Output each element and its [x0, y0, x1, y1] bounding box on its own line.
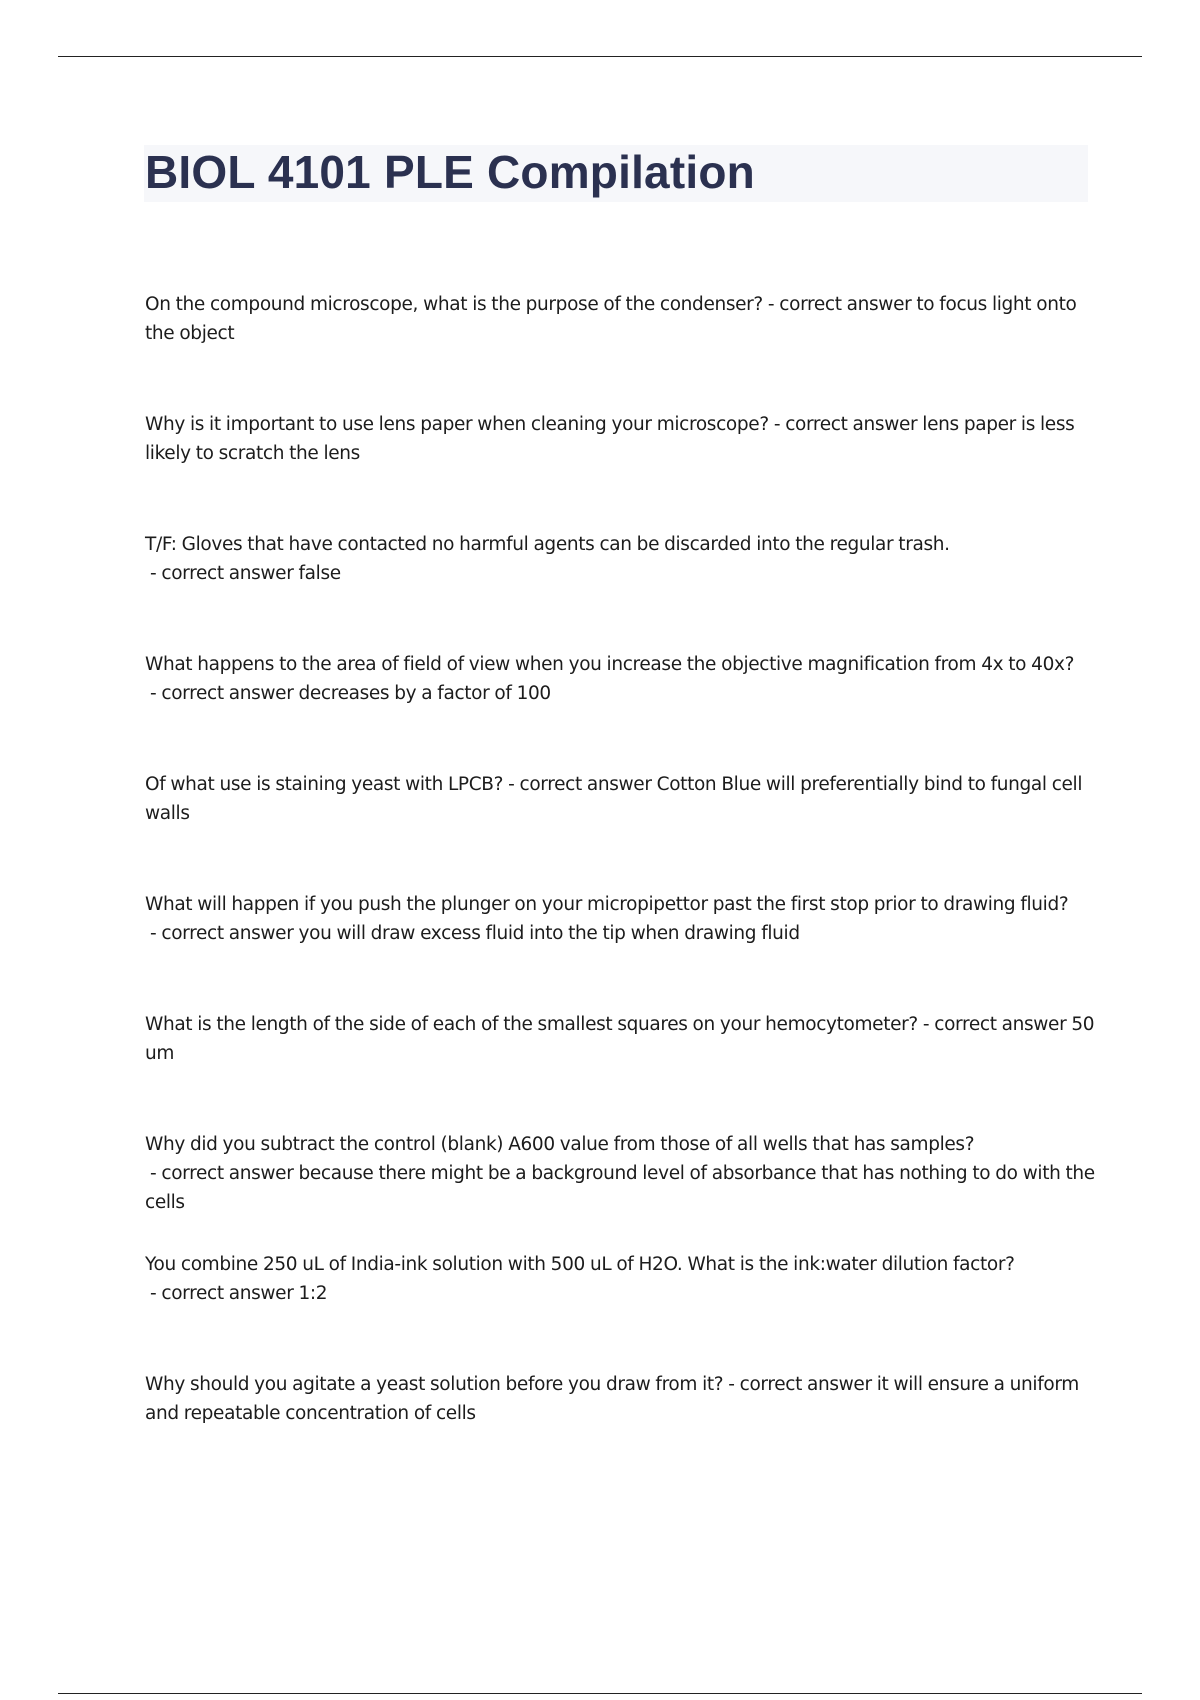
answer-text: to focus light onto the object [145, 294, 1077, 344]
answer-label: correct answer [161, 1163, 294, 1184]
separator: - [145, 563, 162, 584]
answer-label: correct answer [161, 1283, 294, 1304]
question-text: T/F: Gloves that have contacted no harmful agents can be discarded into the regular trash. [145, 534, 950, 555]
separator: - [145, 923, 162, 944]
question-text: Why should you agitate a yeast solution before you draw from it? [145, 1374, 724, 1395]
answer-label: correct answer [785, 414, 918, 435]
answer-text: false [298, 563, 341, 584]
question-text: Why did you subtract the control (blank) A600 value from those of all wells that has samples? [145, 1134, 975, 1155]
answer-text: it will ensure a uniform and repeatable concentration of cells [145, 1374, 1079, 1424]
question-text: What will happen if you push the plunger on your micropipettor past the first stop prior to drawing fluid? [145, 894, 1069, 915]
qa-item-9 [145, 1250, 1095, 1340]
qa-item-2 [145, 410, 1095, 500]
separator: - [762, 294, 780, 315]
answer-text: 50 um [145, 1014, 1095, 1064]
answer-label: correct answer [934, 1014, 1067, 1035]
answer-text: Cotton Blue will preferentially bind to fungal cell walls [145, 774, 1083, 824]
separator: - [503, 774, 520, 795]
qa-item-5 [145, 770, 1095, 860]
document-title: BIOL 4101 PLE Compilation [145, 146, 755, 198]
answer-text: decreases by a factor of 100 [298, 683, 551, 704]
qa-item-3 [145, 530, 1095, 620]
question-text: Of what use is staining yeast with LPCB? [145, 774, 504, 795]
answer-text: 1:2 [298, 1283, 328, 1304]
answer-label: correct answer [161, 683, 294, 704]
separator: - [917, 1014, 935, 1035]
answer-label: correct answer [161, 923, 294, 944]
question-text: On the compound microscope, what is the purpose of the condenser? [145, 294, 763, 315]
qa-item-8 [145, 1130, 1095, 1220]
separator: - [145, 1163, 162, 1184]
question-text: Why is it important to use lens paper when cleaning your microscope? [145, 414, 769, 435]
question-text: You combine 250 uL of India-ink solution with 500 uL of H2O. What is the ink:water dilution factor? [145, 1254, 1015, 1275]
question-text: What is the length of the side of each of the smallest squares on your hemocytometer? [145, 1014, 918, 1035]
separator: - [145, 683, 162, 704]
separator: - [768, 414, 786, 435]
qa-item-10 [145, 1370, 1095, 1460]
question-text: What happens to the area of field of view when you increase the objective magnification from 4x to 40x? [145, 654, 1075, 675]
qa-list [145, 290, 1095, 1490]
bottom-rule [58, 1693, 1142, 1694]
qa-item-1 [145, 290, 1095, 380]
answer-text: you will draw excess fluid into the tip when drawing fluid [298, 923, 800, 944]
answer-text: because there might be a background level of absorbance that has nothing to do with the cells [145, 1163, 1095, 1213]
separator: - [145, 1283, 162, 1304]
qa-item-6 [145, 890, 1095, 980]
answer-label: correct answer [519, 774, 652, 795]
qa-item-4 [145, 650, 1095, 740]
answer-text: lens paper is less likely to scratch the lens [145, 414, 1075, 464]
separator: - [723, 1374, 740, 1395]
answer-label: correct answer [739, 1374, 872, 1395]
answer-label: correct answer [161, 563, 294, 584]
top-rule [58, 56, 1142, 57]
qa-item-7 [145, 1010, 1095, 1100]
answer-label: correct answer [779, 294, 912, 315]
